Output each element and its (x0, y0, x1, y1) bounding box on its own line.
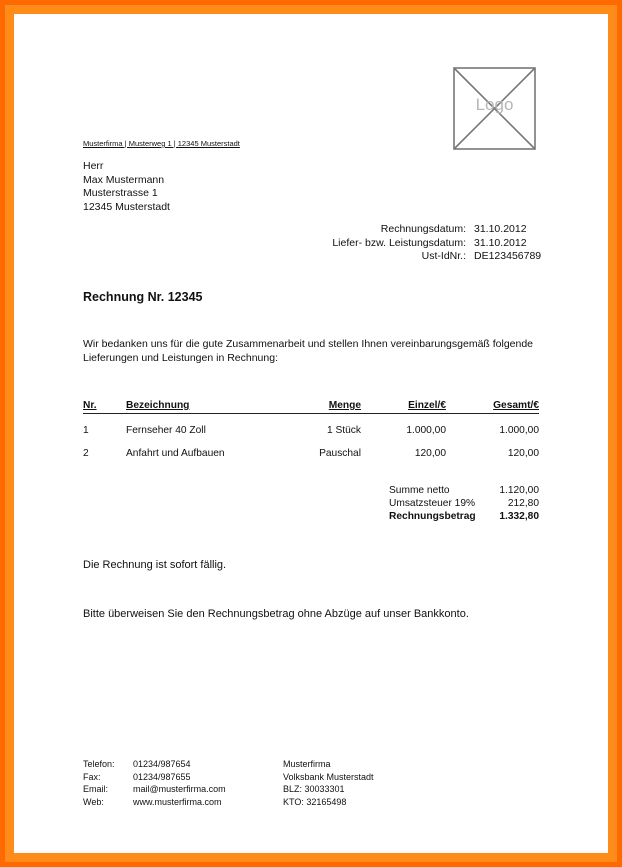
net-total-label: Summe netto (389, 485, 450, 496)
table-header-rule (83, 413, 539, 414)
footer-email-label: Email: (83, 784, 109, 794)
sender-line: Musterfirma | Musterweg 1 | 12345 Musterstadt (83, 139, 240, 148)
invoice-date-label: Rechnungsdatum: (380, 223, 466, 235)
footer-web-value: www.musterfirma.com (133, 796, 222, 807)
footer-contact-values (133, 758, 226, 808)
invoice-date-value: 31.10.2012 (474, 223, 527, 235)
recipient-street: Musterstrasse 1 (83, 187, 158, 200)
footer-fax-label: Fax: (83, 771, 101, 782)
invoice-page (14, 14, 608, 853)
col-header-nr: Nr. (83, 400, 97, 411)
payment-note: Bitte überweisen Sie den Rechnungsbetrag ohne Abzüge auf unser Bankkonto. (83, 608, 469, 620)
vat-id-value: DE123456789 (474, 250, 542, 263)
row-2-bezeichnung: Anfahrt und Aufbauen (126, 448, 225, 459)
delivery-date-value: 31.10.2012 (474, 236, 527, 249)
row-2-nr: 2 (83, 448, 89, 459)
footer-email-value: mail@musterfirma.com (133, 784, 226, 794)
row-2-einzel: 120,00 (414, 448, 446, 459)
footer-phone-label: Telefon: (83, 759, 115, 769)
footer-fax-value: 01234/987655 (133, 771, 191, 782)
invoice-total-value: 1.332,80 (499, 511, 539, 522)
col-header-einzel: Einzel/€ (408, 400, 446, 411)
footer-contact-labels (83, 758, 115, 808)
row-2-gesamt: 120,00 (507, 448, 539, 459)
vat-label: Umsatzsteuer 19% (389, 498, 476, 509)
row-1-menge: 1 Stück (327, 425, 361, 436)
logo-text: Logo (475, 95, 514, 114)
vat-value: 212,80 (507, 498, 539, 509)
footer-account: KTO: 32165498 (283, 796, 347, 807)
recipient-address (83, 160, 170, 214)
row-1-nr: 1 (83, 425, 89, 436)
footer-bank-details (283, 758, 374, 808)
vat-id-label: Ust-IdNr.: (421, 250, 466, 263)
row-1-gesamt: 1.000,00 (499, 425, 539, 436)
col-header-bezeichnung: Bezeichnung (126, 400, 190, 411)
recipient-salutation: Herr (83, 160, 104, 172)
footer-blz: BLZ: 30033301 (283, 784, 345, 794)
footer-phone-value: 01234/987654 (133, 759, 191, 769)
intro-text: Wir bedanken uns für die gute Zusammenarbeit und stellen Ihnen vereinbarungsgemäß folgende Lieferungen und Leistungen in Rechnung: (83, 338, 534, 364)
delivery-date-label: Liefer- bzw. Leistungsdatum: (332, 236, 466, 249)
footer-web-label: Web: (83, 796, 104, 807)
footer-company: Musterfirma (283, 759, 331, 769)
row-1-bezeichnung: Fernseher 40 Zoll (126, 425, 206, 436)
row-1-einzel: 1.000,00 (406, 425, 446, 436)
col-header-gesamt: Gesamt/€ (493, 400, 539, 411)
recipient-name: Max Mustermann (83, 173, 165, 186)
col-header-menge: Menge (328, 400, 361, 411)
invoice-meta-labels (264, 223, 466, 264)
row-2-menge: Pauschal (319, 448, 361, 459)
due-note: Die Rechnung ist sofort fällig. (83, 559, 227, 571)
invoice-meta-values (474, 223, 541, 264)
net-total-value: 1.120,00 (499, 485, 539, 496)
recipient-city: 12345 Musterstadt (83, 200, 170, 213)
invoice-title: Rechnung Nr. 12345 (83, 290, 203, 304)
logo-placeholder (453, 67, 536, 150)
footer-bank-name: Volksbank Musterstadt (283, 771, 374, 782)
invoice-total-label: Rechnungsbetrag (389, 511, 476, 522)
